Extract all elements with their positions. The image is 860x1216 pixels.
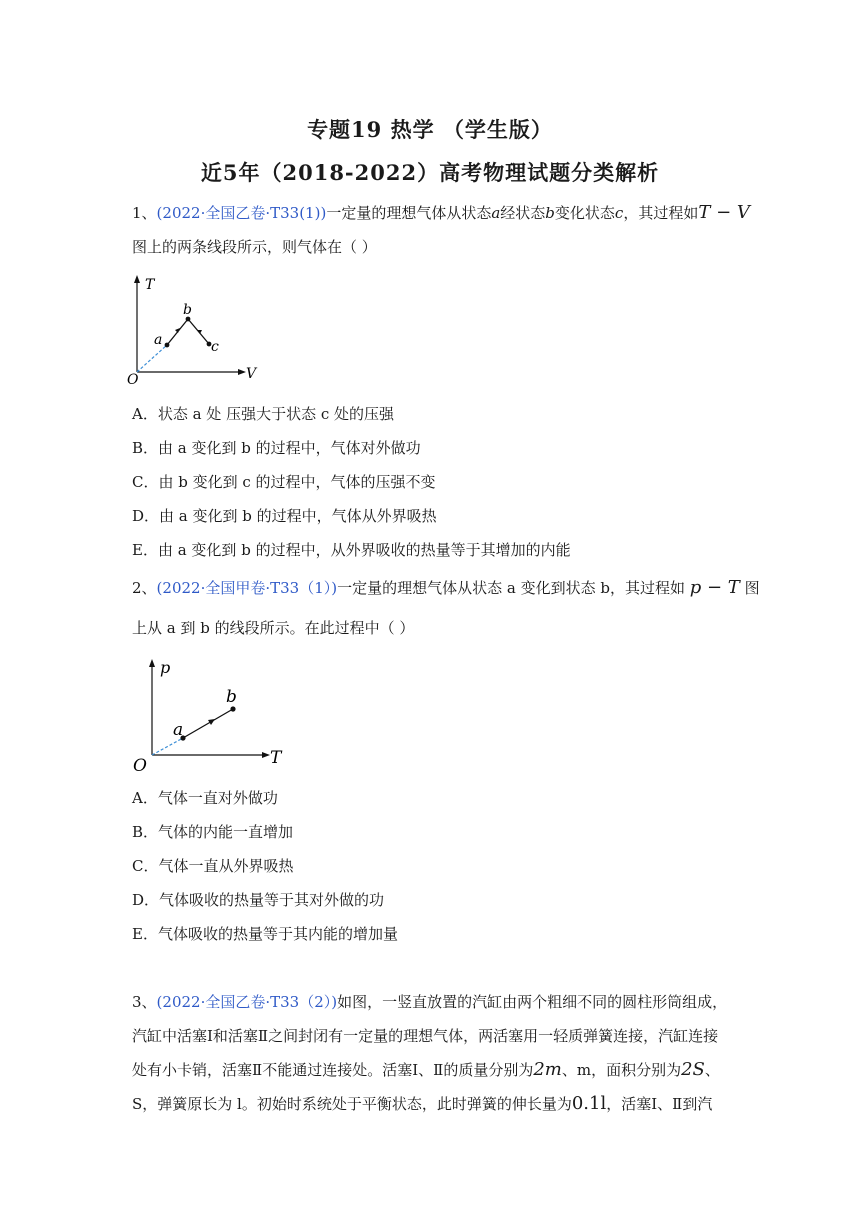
q1-origin-label: O — [127, 372, 139, 387]
q1-var-c: c — [614, 204, 624, 222]
q1-y-arrow-icon — [134, 275, 140, 283]
q3-text-4b: ，活塞Ⅰ、Ⅱ到汽 — [606, 1095, 713, 1113]
q2-option-d: D．气体吸收的热量等于其对外做的功 — [132, 891, 385, 909]
q1-tv-graph — [125, 272, 265, 387]
q1-option-c: C．由 b 变化到 c 的过程中，气体的压强不变 — [132, 473, 436, 491]
q1-text-d: ，其过程如 — [623, 204, 699, 222]
q3-source: (2022·全国乙卷·T33（2）) — [156, 993, 338, 1011]
q1-var-b: b — [545, 204, 555, 222]
q2-y-arrow-icon — [149, 659, 155, 667]
q2-option-a: A．气体一直对外做功 — [132, 789, 278, 807]
q2-text-a: 一定量的理想气体从状态 a 变化到状态 b，其过程如 — [337, 579, 685, 597]
q3-text-4a: S，弹簧原长为 l。初始时系统处于平衡状态，此时弹簧的伸长量为 — [132, 1095, 572, 1113]
q2-arrow-ab-icon — [208, 719, 215, 725]
q3-mass-formula: 2m — [533, 1059, 562, 1080]
q1-dashed-line — [137, 345, 167, 372]
q1-option-b: B．由 a 变化到 b 的过程中，气体对外做功 — [132, 439, 421, 457]
q3-extension-formula: 0.1l — [571, 1093, 607, 1114]
q1-point-a — [165, 343, 170, 348]
q1-x-label: V — [246, 366, 257, 382]
q2-x-arrow-icon — [262, 752, 270, 758]
q1-source: (2022·全国乙卷·T33(1)) — [156, 204, 327, 222]
q1-x-arrow-icon — [238, 369, 246, 375]
q2-origin-label: O — [133, 756, 147, 775]
q3-area-formula: 2S — [681, 1059, 705, 1080]
q3-text-1: 如图，一竖直放置的汽缸由两个粗细不同的圆柱形筒组成， — [337, 993, 728, 1011]
q2-x-label: T — [270, 748, 282, 768]
q2-label-a: a — [173, 720, 184, 740]
q2-source: (2022·全国甲卷·T33（1）) — [156, 579, 338, 597]
q2-y-label: p — [160, 658, 171, 677]
q1-stem-line1 — [132, 203, 750, 223]
q1-y-label: T — [145, 277, 155, 293]
q3-stem-line2: 汽缸中活塞Ⅰ和活塞Ⅱ之间封闭有一定量的理想气体，两活塞用一轻质弹簧连接，汽缸连接 — [132, 1027, 719, 1045]
q1-option-a: A．状态 a 处 压强大于状态 c 处的压强 — [132, 405, 395, 423]
page-title: 专题19 热学 （学生版） — [307, 117, 553, 142]
q1-number: 1、 — [132, 204, 157, 222]
q2-option-c: C．气体一直从外界吸热 — [132, 857, 294, 875]
q1-text-c: 变化状态 — [554, 204, 615, 222]
page-subtitle: 近5年（2018-2022）高考物理试题分类解析 — [200, 160, 660, 185]
q2-point-b — [230, 706, 235, 711]
q1-label-b: b — [183, 302, 192, 318]
q3-number: 3、 — [132, 993, 157, 1011]
q3-text-3a: 处有小卡销，活塞Ⅱ不能通过连接处。活塞Ⅰ、Ⅱ的质量分别为 — [132, 1061, 534, 1079]
q2-option-b: B．气体的内能一直增加 — [132, 823, 294, 841]
q2-option-e: E．气体吸收的热量等于其内能的增加量 — [132, 925, 398, 943]
q3-stem-line3 — [132, 1060, 720, 1080]
q1-option-e: E．由 a 变化到 b 的过程中，从外界吸收的热量等于其增加的内能 — [132, 541, 571, 559]
q2-label-b: b — [226, 687, 237, 707]
q2-dashed-line — [152, 738, 183, 755]
q1-formula: T − V — [698, 202, 750, 223]
q2-stem-line1 — [132, 578, 760, 598]
q2-segment-ab — [183, 709, 233, 738]
q2-number: 2、 — [132, 579, 157, 597]
q3-stem-line1 — [132, 992, 727, 1012]
q3-stem-line4 — [132, 1094, 712, 1114]
q2-pt-graph — [130, 655, 290, 775]
q3-text-3b: 、m，面积分别为 — [561, 1061, 682, 1079]
q1-stem-line2: 图上的两条线段所示，则气体在（ ） — [132, 238, 377, 256]
q2-stem-line2: 上从 a 到 b 的线段所示。在此过程中（ ） — [132, 619, 415, 637]
q1-label-c: c — [211, 339, 219, 355]
q3-text-3c: 、 — [704, 1061, 720, 1079]
q2-text-b: 图 — [744, 579, 760, 597]
q1-label-a: a — [154, 332, 163, 348]
q2-formula: p − T — [689, 577, 740, 598]
q1-text-b: 经状态 — [500, 204, 546, 222]
q1-text-a: 一定量的理想气体从状态 — [326, 204, 492, 222]
q1-var-a: a — [491, 204, 501, 222]
q1-option-d: D．由 a 变化到 b 的过程中，气体从外界吸热 — [132, 507, 437, 525]
